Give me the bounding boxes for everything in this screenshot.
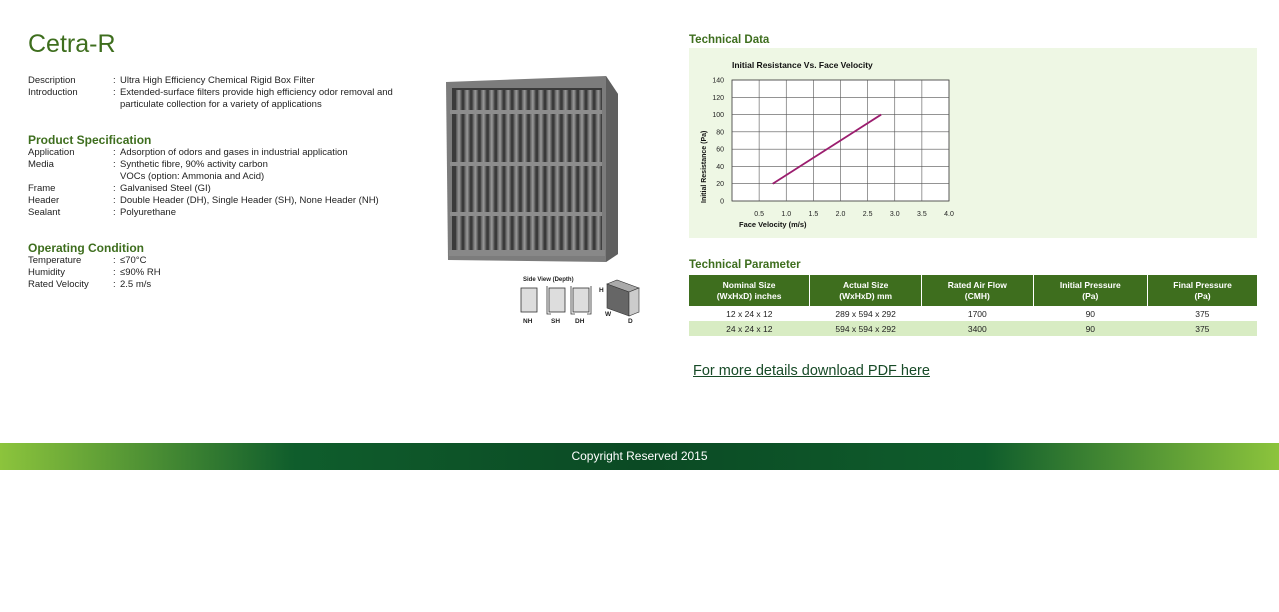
column-header-line1: Nominal Size — [722, 279, 776, 290]
operating-value: ≤90% RH — [120, 267, 161, 278]
column-header-line1: Rated Air Flow — [947, 279, 1007, 290]
column-header-line1: Final Pressure — [1173, 279, 1232, 290]
separator: : — [113, 75, 116, 86]
table-cell: 375 — [1195, 308, 1210, 319]
technical-data-heading: Technical Data — [689, 34, 770, 46]
column-header — [1148, 275, 1257, 306]
table-cell: 1700 — [967, 308, 987, 319]
column-header — [922, 275, 1033, 306]
label-d: D — [628, 318, 633, 325]
page-title: Cetra-R — [28, 30, 116, 58]
chart-x-tick-label: 3.0 — [889, 211, 900, 218]
spec-value: Galvanised Steel (GI) — [120, 183, 211, 194]
chart-title: Initial Resistance Vs. Face Velocity — [732, 60, 873, 70]
spec-value: Synthetic fibre, 90% activity carbon — [120, 159, 268, 170]
chart-y-tick-label: 100 — [712, 112, 724, 120]
spec-key: Header — [28, 195, 60, 206]
spec-row — [28, 183, 428, 195]
column-header-line2: (WxHxD) mm — [839, 290, 893, 301]
spec-value-continued: VOCs (option: Ammonia and Acid) — [120, 171, 265, 182]
label-nh: NH — [523, 318, 533, 325]
footer — [0, 443, 1279, 470]
table-cell: 12 x 24 x 12 — [726, 308, 773, 319]
chart-x-tick-label: 2.0 — [835, 211, 846, 218]
operating-key: Rated Velocity — [28, 279, 89, 290]
operating-row — [28, 279, 428, 291]
spec-key: Media — [28, 159, 54, 170]
table-cell: 90 — [1033, 321, 1148, 336]
chart-x-tick-label: 0.5 — [754, 211, 764, 218]
column-header — [810, 275, 922, 306]
label-sh: SH — [551, 318, 561, 325]
spec-row — [28, 207, 428, 219]
chart-y-tick-label: 60 — [716, 146, 724, 154]
chart-y-tick-label: 40 — [716, 163, 724, 171]
chart-y-tick-label: 140 — [712, 77, 724, 85]
chart-y-axis-label: Initial Resistance (Pa) — [701, 130, 708, 203]
spec-value: Adsorption of odors and gases in industrial application — [120, 147, 348, 158]
technical-parameter-heading: Technical Parameter — [689, 259, 801, 271]
column-header-line2: (Pa) — [1194, 290, 1211, 301]
info-value-wrap — [120, 87, 428, 111]
operating-key: Temperature — [28, 255, 82, 266]
filter-product-image — [446, 74, 618, 264]
table-header-row — [689, 275, 1257, 306]
separator: : — [113, 195, 116, 206]
chart-x-tick-label: 2.5 — [862, 211, 873, 218]
chart-y-tick-label: 120 — [712, 94, 724, 102]
column-header-line2: (Pa) — [1082, 290, 1099, 301]
table-cell: 289 x 594 x 292 — [835, 308, 896, 319]
column-header-line1: Actual Size — [842, 279, 889, 290]
label-w: W — [605, 311, 612, 318]
operating-key: Humidity — [28, 267, 65, 278]
operating-condition-heading: Operating Condition — [28, 241, 144, 255]
chart-y-tick-label: 20 — [716, 181, 724, 189]
product-info — [28, 75, 428, 111]
column-header — [1033, 275, 1148, 306]
operating-row — [28, 255, 428, 267]
spec-key: Frame — [28, 183, 56, 194]
column-header-line2: (CMH) — [964, 290, 990, 301]
operating-value: 2.5 m/s — [120, 279, 152, 290]
spec-value: Polyurethane — [120, 207, 176, 218]
download-pdf-link[interactable]: For more details download PDF here — [693, 363, 930, 379]
chart-x-axis-label: Face Velocity (m/s) — [739, 220, 807, 229]
spec-value: Double Header (DH), Single Header (SH), None Header (NH) — [120, 195, 379, 206]
spec-key: Sealant — [28, 207, 61, 218]
separator: : — [113, 87, 116, 98]
separator: : — [113, 207, 116, 218]
chart-x-tick-label: 3.5 — [917, 211, 927, 218]
separator: : — [113, 147, 116, 158]
product-specification-heading: Product Specification — [28, 133, 152, 147]
operating-row — [28, 267, 428, 279]
info-row-introduction — [28, 87, 428, 111]
label-dh: DH — [575, 318, 585, 325]
separator: : — [113, 267, 116, 278]
separator: : — [113, 279, 116, 290]
table-cell: 24 x 24 x 12 — [689, 321, 810, 336]
chart-y-tick-label: 80 — [716, 129, 724, 137]
chart-y-tick-label: 0 — [720, 198, 724, 206]
table-cell: 375 — [1148, 321, 1257, 336]
spec-key: Application — [28, 147, 75, 158]
spec-value-wrap — [120, 159, 428, 183]
column-header-line2: (WxHxD) inches — [716, 290, 782, 301]
info-row-description — [28, 75, 428, 87]
spec-row — [28, 159, 428, 183]
info-key: Description — [28, 75, 76, 86]
info-key: Introduction — [28, 87, 78, 98]
separator: : — [113, 183, 116, 194]
spec-row — [28, 147, 428, 159]
table-row — [689, 306, 1257, 321]
spec-row — [28, 195, 428, 207]
product-specification — [28, 147, 428, 219]
chart-x-tick-label: 1.0 — [781, 211, 792, 218]
column-header-line1: Initial Pressure — [1059, 279, 1121, 290]
technical-parameter-table — [689, 275, 1257, 336]
table-cell: 594 x 594 x 292 — [810, 321, 922, 336]
info-value: Extended-surface filters provide high efficiency odor removal and — [120, 87, 393, 98]
table-row — [689, 321, 1257, 336]
resistance-chart — [689, 48, 1257, 238]
table-cell: 90 — [1085, 308, 1096, 319]
chart-panel — [689, 48, 1257, 238]
info-value: Ultra High Efficiency Chemical Rigid Box Filter — [120, 75, 315, 86]
chart-x-tick-label: 1.5 — [808, 211, 819, 218]
info-value-continued: particulate collection for a variety of applications — [120, 99, 322, 110]
copyright-text: Copyright Reserved 2015 — [571, 449, 708, 463]
column-header — [689, 275, 810, 306]
table-cell: 3400 — [922, 321, 1033, 336]
operating-condition — [28, 255, 428, 291]
operating-value: ≤70°C — [120, 255, 147, 266]
side-view-title: Side View (Depth) — [523, 277, 574, 283]
chart-x-tick-label: 4.0 — [944, 211, 954, 218]
separator: : — [113, 255, 116, 266]
separator: : — [113, 159, 116, 170]
side-view-diagram — [518, 274, 643, 328]
label-h: H — [599, 287, 604, 294]
